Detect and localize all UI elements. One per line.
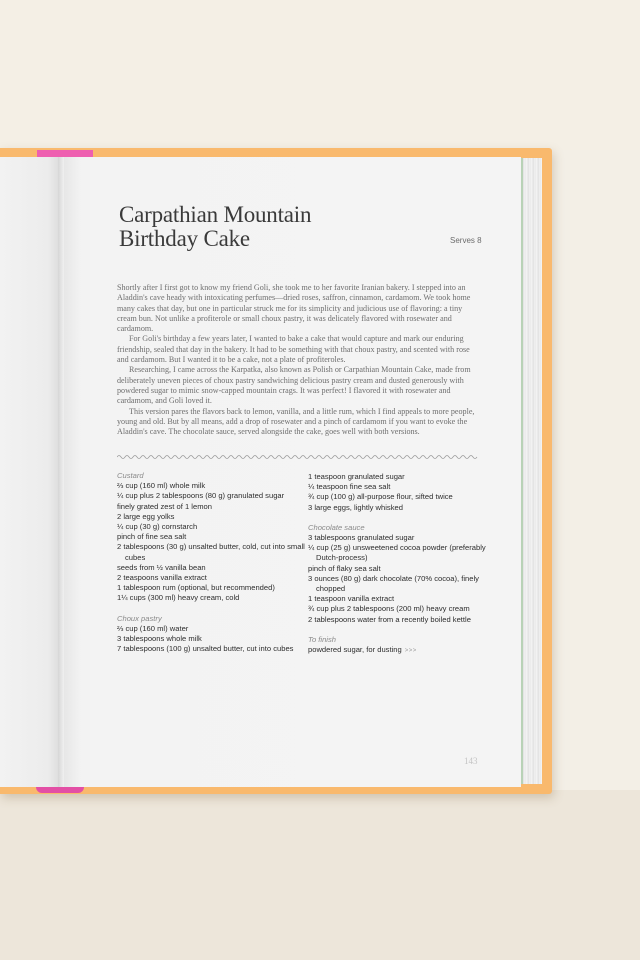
ingredient-item: 1 teaspoon granulated sugar	[308, 472, 405, 481]
ingredient-item: 1 tablespoon rum (optional, but recommended)	[117, 583, 275, 593]
ingredient-item: pinch of fine sea salt	[117, 532, 187, 542]
ingredient-item: ¾ cup plus 2 tablespoons (200 ml) heavy cream	[308, 604, 470, 614]
recipe-title-line2: Birthday Cake	[119, 226, 250, 251]
left-page	[0, 157, 60, 787]
recipe-title	[119, 203, 419, 251]
recipe-title-line1: Carpathian Mountain	[119, 202, 312, 227]
ingredient-item: ¾ cup (100 g) all-purpose flour, sifted twice	[308, 492, 453, 502]
intro-paragraph: For Goli's birthday a few years later, I wanted to bake a cake that would capture and mark our enduring friendship, sealed that day in the bakery. It had to be something with that choux pastry, and scented with rose and cardamom. But I wanted it to be a cake, not a plate of profiteroles.	[117, 334, 470, 365]
ingredient-item: pinch of flaky sea salt	[308, 563, 381, 573]
ingredient-item: 2 large egg yolks	[117, 511, 175, 521]
section-title-chocolate: Chocolate sauce	[308, 522, 365, 532]
book-gutter	[58, 157, 64, 787]
ingredient-item: ¼ cup (25 g) unsweetened cocoa powder (preferably Dutch-process)	[308, 543, 486, 563]
intro-paragraph: Shortly after I first got to know my friend Goli, she took me to her favorite Iranian bakery. I stepped into an Aladdin's cave heady with intoxicating perfumes—dried roses, saffron, cinnamon, cardamom. We took home many cakes that day, but one in particular struck me for its simplicity and judicious use of flavoring: a tiny cream bun. Not unlike a profiterole or small choux pastry, it was delicately flavored with rosewater and cardamom.	[117, 283, 471, 334]
ingredient-item: ¼ cup plus 2 tablespoons (80 g) granulated sugar	[117, 491, 285, 501]
ingredient-item: 1 teaspoon vanilla extract	[308, 594, 395, 604]
wavy-divider	[117, 454, 479, 460]
ingredient-item: 3 tablespoons granulated sugar	[308, 533, 415, 543]
background-surface-top	[0, 0, 640, 150]
ingredient-item: ¼ cup (30 g) cornstarch	[117, 522, 198, 532]
page-number: 143	[464, 756, 478, 766]
bookmark-ribbon-top	[37, 150, 93, 157]
ingredient-item: 2 tablespoons (30 g) unsalted butter, cold, cut into small cubes	[117, 542, 305, 562]
intro-paragraph: This version pares the flavors back to lemon, vanilla, and a little rum, which I find appeals to more people, young and old. But by all means, add a drop of rosewater and a pinch of cardamom if you want to evoke the Aladdin's cave. The chocolate sauce, served alongside the cake, goes well with both versions.	[117, 406, 475, 437]
ingredient-item: 3 tablespoons whole milk	[117, 634, 202, 644]
serves-label: Serves 8	[450, 236, 482, 245]
ingredient-item: finely grated zest of 1 lemon	[117, 501, 212, 511]
background-surface-bottom	[0, 790, 640, 960]
ingredient-item: 2 tablespoons water from a recently boiled kettle	[308, 614, 471, 624]
ingredient-item: 3 large eggs, lightly whisked	[308, 502, 403, 512]
intro-paragraph: Researching, I came across the Karpatka, also known as Polish or Carpathian Mountain Cake, made from deliberately uneven pieces of choux pastry sandwiching delicious pastry cream and dusted generously with powdered sugar to mimic snow-capped mountain crags. It was perfect! I flavored it with rosewater and cardamom, and Goli loved it.	[117, 365, 471, 406]
bookmark-ribbon-bottom	[36, 787, 84, 793]
continue-arrow-icon: >>>	[404, 648, 417, 655]
page-edges	[520, 158, 542, 784]
section-title-custard: Custard	[117, 471, 144, 480]
ingredient-item: 1¼ cups (300 ml) heavy cream, cold	[117, 593, 240, 603]
ingredient-item: seeds from ½ vanilla bean	[117, 562, 206, 572]
page-edge-accent	[521, 158, 523, 784]
ingredients-left-column	[117, 471, 307, 654]
ingredient-item: ⅔ cup (160 ml) whole milk	[117, 481, 206, 491]
ingredient-item: ⅔ cup (160 ml) water	[117, 623, 189, 633]
ingredient-item: 7 tablespoons (100 g) unsalted butter, cut into cubes	[117, 644, 294, 654]
ingredient-item: ¼ teaspoon fine sea salt	[308, 482, 391, 492]
intro-text	[117, 283, 479, 437]
ingredient-text: powdered sugar, for dusting	[308, 645, 402, 655]
ingredients-right-column	[308, 472, 498, 656]
ingredient-item	[308, 645, 498, 656]
section-title-choux: Choux pastry	[117, 613, 162, 623]
ingredient-item: 3 ounces (80 g) dark chocolate (70% cocoa), finely chopped	[308, 573, 479, 594]
section-title-finish: To finish	[308, 634, 337, 644]
ingredient-item: 2 teaspoons vanilla extract	[117, 573, 207, 583]
